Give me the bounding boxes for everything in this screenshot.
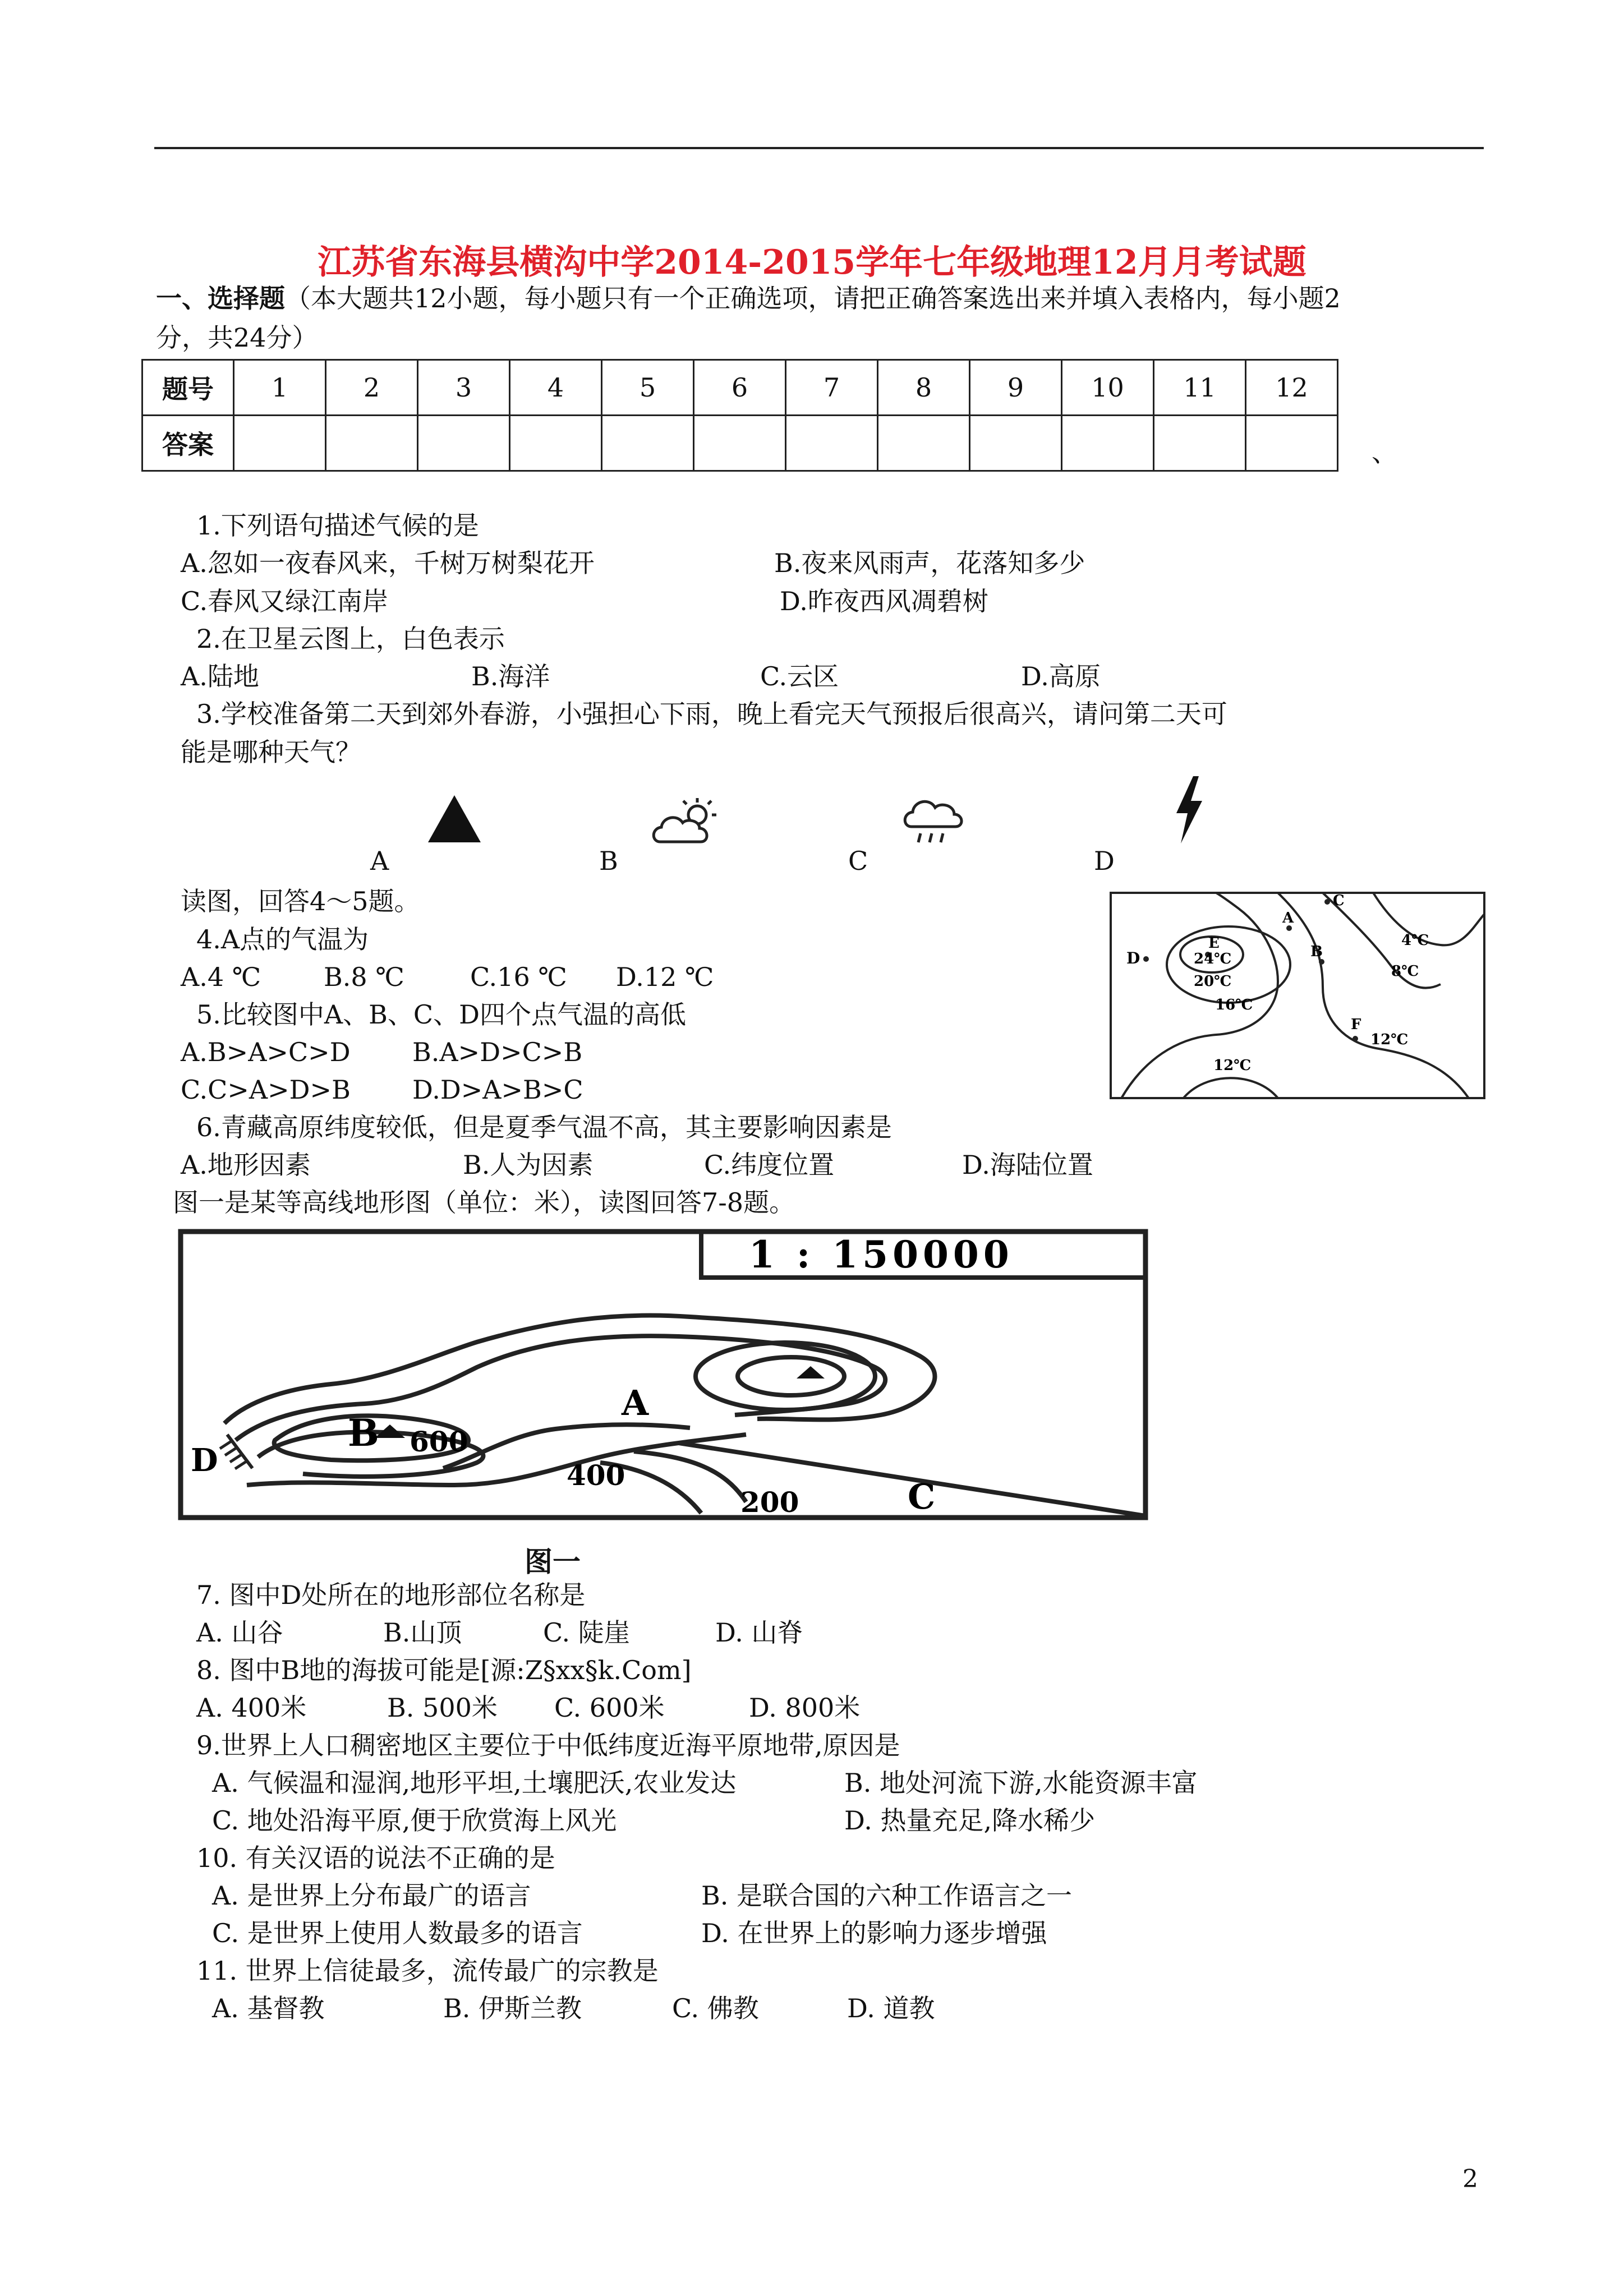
scale-label: 1 : 150000 <box>749 1233 1014 1276</box>
q3-stem-line-1: 3.学校准备第二天到郊外春游，小强担心下雨，晚上看完天气预报后很高兴，请问第二天可 <box>196 699 1227 729</box>
table-cell: 8 <box>878 360 970 416</box>
q11-stem: 11. 世界上信徒最多，流传最广的宗教是 <box>196 1956 659 1986</box>
contour-label-a: A <box>622 1382 649 1423</box>
answer-cell[interactable] <box>326 416 418 471</box>
table-cell: 5 <box>602 360 694 416</box>
isotherm-point-e: E <box>1208 935 1220 952</box>
answer-cell[interactable] <box>234 416 326 471</box>
q7-option-b: B.山顶 <box>383 1617 462 1648</box>
table-row <box>142 360 1338 416</box>
contour-label-b: B <box>348 1411 379 1455</box>
isotherm-label-12-right: 12℃ <box>1370 1031 1409 1048</box>
q6-stem: 6.青藏高原纬度较低，但是夏季气温不高，其主要影响因素是 <box>196 1112 892 1142</box>
answer-cell[interactable] <box>970 416 1062 471</box>
q5-option-a: A.B>A>C>D <box>181 1037 351 1067</box>
answer-cell[interactable] <box>786 416 878 471</box>
table-cell: 2 <box>326 360 418 416</box>
lightning-icon <box>1170 774 1209 847</box>
table-cell: 4 <box>510 360 602 416</box>
q2-option-b: B.海洋 <box>471 661 550 691</box>
q11-option-a: A. 基督教 <box>212 1993 325 2023</box>
q3-label-a: A <box>370 846 389 876</box>
q8-option-c: C. 600米 <box>554 1693 665 1723</box>
q8-option-b: B. 500米 <box>387 1693 498 1723</box>
answer-cell[interactable] <box>418 416 510 471</box>
contour-label-c: C <box>908 1476 936 1517</box>
q11-option-d: D. 道教 <box>847 1993 935 2023</box>
answer-cell[interactable] <box>1246 416 1338 471</box>
q5-option-d: D.D>A>B>C <box>412 1075 583 1105</box>
isotherm-label-20: 20℃ <box>1194 973 1232 990</box>
q10-option-a: A. 是世界上分布最广的语言 <box>212 1880 531 1911</box>
section-1-heading: 一、选择题 <box>156 283 285 313</box>
q6-option-a: A.地形因素 <box>181 1150 311 1180</box>
isotherm-point-f: F <box>1351 1016 1361 1033</box>
q9-option-a: A. 气候温和湿润,地形平坦,土壤肥沃,农业发达 <box>212 1768 737 1798</box>
table-cell: 6 <box>694 360 786 416</box>
q8-stem: 8. 图中B地的海拔可能是[源:Z§xx§k.Com] <box>196 1655 692 1685</box>
rain-cloud-icon <box>900 791 968 852</box>
isotherm-point-d: D <box>1126 949 1140 967</box>
contour-label-d: D <box>191 1442 218 1479</box>
contour-label-600: 600 <box>410 1425 468 1458</box>
figure-caption: 图一 <box>525 1545 581 1578</box>
q9-option-b: B. 地处河流下游,水能资源丰富 <box>844 1768 1198 1798</box>
intro-7-8: 图一是某等高线地形图（单位：米），读图回答7-8题。 <box>173 1187 795 1218</box>
contour-label-400: 400 <box>567 1459 625 1492</box>
isotherm-label-16: 16℃ <box>1215 997 1253 1013</box>
isotherm-map <box>1110 892 1485 1099</box>
q3-label-d: D <box>1094 846 1115 876</box>
q7-stem: 7. 图中D处所在的地形部位名称是 <box>196 1580 586 1610</box>
row-label-number: 题号 <box>142 360 234 416</box>
isotherm-point-b: B <box>1310 943 1323 960</box>
q4-option-d: D.12 ℃ <box>616 962 714 992</box>
table-row <box>142 416 1338 471</box>
table-cell: 1 <box>234 360 326 416</box>
q5-option-b: B.A>D>C>B <box>412 1037 583 1067</box>
table-cell: 9 <box>970 360 1062 416</box>
contour-label-200: 200 <box>740 1486 799 1519</box>
contour-map <box>163 1221 1161 1533</box>
q8-option-a: A. 400米 <box>196 1693 307 1723</box>
q10-option-c: C. 是世界上使用人数最多的语言 <box>212 1918 583 1948</box>
q7-option-a: A. 山谷 <box>196 1617 283 1648</box>
q6-option-b: B.人为因素 <box>463 1150 594 1180</box>
q2-option-d: D.高原 <box>1021 661 1101 691</box>
q3-label-b: B <box>599 846 618 876</box>
q8-option-d: D. 800米 <box>749 1693 861 1723</box>
sun-cloud-icon <box>648 794 726 850</box>
table-cell: 10 <box>1062 360 1154 416</box>
answer-cell[interactable] <box>510 416 602 471</box>
q1-option-b: B.夜来风雨声，花落知多少 <box>774 548 1085 578</box>
q4-option-a: A.4 ℃ <box>181 962 261 992</box>
q10-option-b: B. 是联合国的六种工作语言之一 <box>701 1880 1073 1911</box>
intro-4-5: 读图，回答4～5题。 <box>181 886 420 916</box>
q6-option-c: C.纬度位置 <box>704 1150 835 1180</box>
q1-option-c: C.春风又绿江南岸 <box>181 586 389 616</box>
section-1-line-1 <box>156 280 1341 316</box>
page-title: 江苏省东海县横沟中学2014-2015学年七年级地理12月月考试题 <box>318 243 1306 282</box>
q9-option-d: D. 热量充足,降水稀少 <box>844 1805 1096 1836</box>
filled-triangle-icon <box>424 791 485 847</box>
q10-stem: 10. 有关汉语的说法不正确的是 <box>196 1843 555 1873</box>
q6-option-d: D.海陆位置 <box>962 1150 1093 1180</box>
q4-option-b: B.8 ℃ <box>324 962 404 992</box>
q4-stem: 4.A点的气温为 <box>196 924 369 955</box>
q1-option-a: A.忽如一夜春风来，千树万树梨花开 <box>181 548 595 578</box>
answer-cell[interactable] <box>878 416 970 471</box>
isotherm-label-24: 24℃ <box>1194 951 1232 967</box>
answer-cell[interactable] <box>1062 416 1154 471</box>
table-cell: 12 <box>1246 360 1338 416</box>
q1-option-d: D.昨夜西风凋碧树 <box>780 586 988 616</box>
table-cell: 3 <box>418 360 510 416</box>
table-cell: 7 <box>786 360 878 416</box>
top-rule <box>154 147 1484 149</box>
isotherm-label-12-left: 12℃ <box>1213 1057 1252 1074</box>
isotherm-point-c: C <box>1333 892 1345 909</box>
answer-table <box>141 359 1338 472</box>
q7-option-d: D. 山脊 <box>715 1617 803 1648</box>
page-number: 2 <box>1462 2165 1478 2193</box>
isotherm-label-4: 4℃ <box>1401 932 1429 949</box>
q5-stem: 5.比较图中A、B、C、D四个点气温的高低 <box>196 999 686 1030</box>
section-1-desc-line-2: 分，共24分） <box>156 322 318 353</box>
section-1-desc: （本大题共12小题，每小题只有一个正确选项，请把正确答案选出来并填入表格内，每小题2 <box>285 283 1341 313</box>
q3-label-c: C <box>848 846 868 876</box>
answer-cell[interactable] <box>602 416 694 471</box>
q11-option-b: B. 伊斯兰教 <box>443 1993 582 2023</box>
q11-option-c: C. 佛教 <box>672 1993 759 2023</box>
row-label-answer: 答案 <box>142 416 234 471</box>
answer-cell[interactable] <box>694 416 786 471</box>
q9-option-c: C. 地处沿海平原,便于欣赏海上风光 <box>212 1805 617 1836</box>
q1-stem: 1.下列语句描述气候的是 <box>196 510 479 541</box>
isotherm-label-8: 8℃ <box>1391 963 1419 980</box>
q2-stem: 2.在卫星云图上，白色表示 <box>196 624 505 654</box>
q7-option-c: C. 陡崖 <box>543 1617 630 1648</box>
q5-option-c: C.C>A>D>B <box>181 1075 351 1105</box>
trailing-mark: 、 <box>1372 437 1397 468</box>
q9-stem: 9.世界上人口稠密地区主要位于中低纬度近海平原地带,原因是 <box>196 1730 900 1760</box>
isotherm-point-a: A <box>1282 910 1294 926</box>
q10-option-d: D. 在世界上的影响力逐步增强 <box>701 1918 1047 1948</box>
table-cell: 11 <box>1154 360 1246 416</box>
q4-option-c: C.16 ℃ <box>470 962 567 992</box>
answer-cell[interactable] <box>1154 416 1246 471</box>
q3-stem-line-2: 能是哪种天气？ <box>181 737 361 767</box>
q2-option-a: A.陆地 <box>181 661 259 691</box>
q2-option-c: C.云区 <box>760 661 839 691</box>
